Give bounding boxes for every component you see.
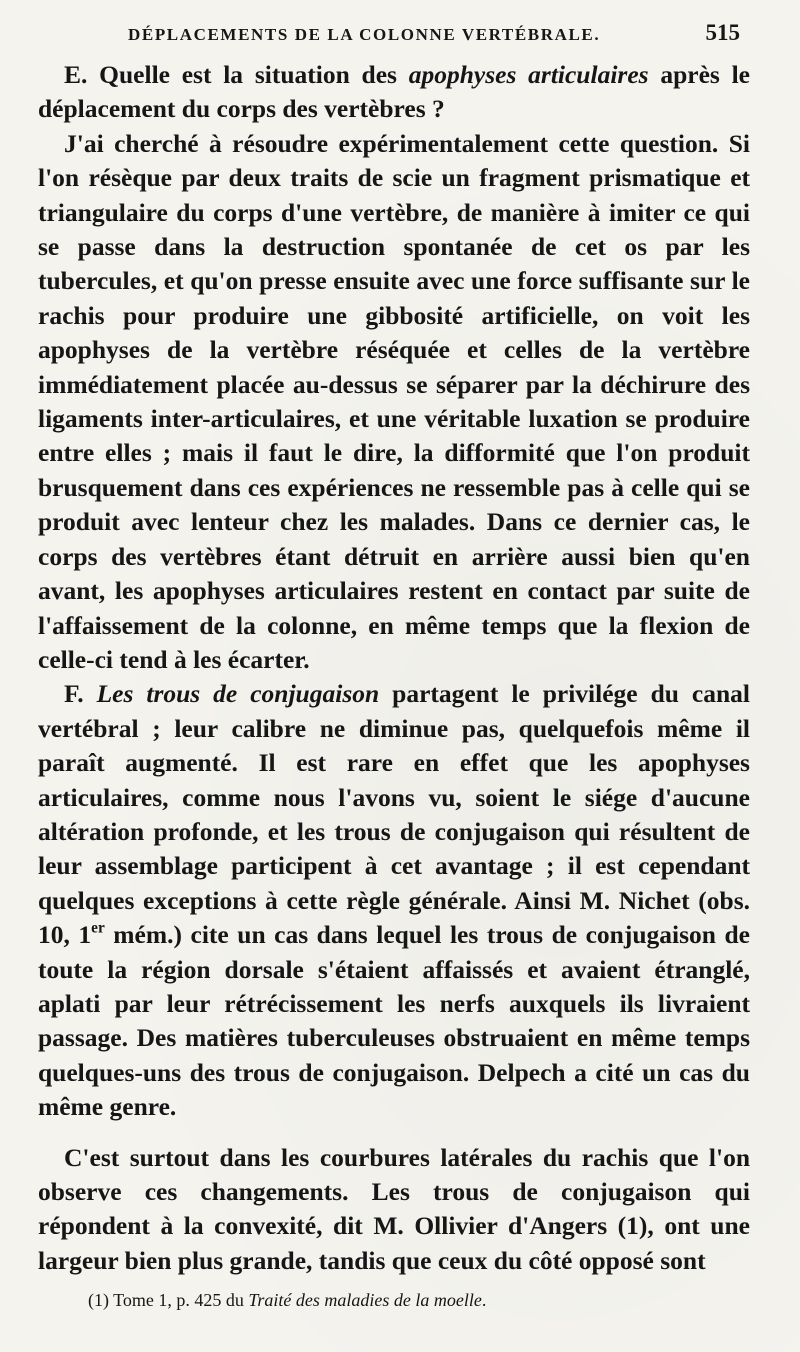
page-number: 515 bbox=[705, 20, 740, 45]
text-run: E. Quelle est la situation des bbox=[64, 60, 409, 89]
italic-text: Les trous de conjugaison bbox=[96, 679, 380, 709]
footnote bbox=[88, 1288, 748, 1312]
body-text bbox=[38, 58, 750, 1278]
text-run: après le déplacement du corps des vertèbres ? bbox=[38, 60, 750, 124]
paragraph bbox=[38, 127, 750, 678]
italic-text: Traité des maladies de la moelle bbox=[248, 1290, 482, 1310]
page-header bbox=[128, 20, 740, 56]
italic-text: apophyses articulaires bbox=[408, 60, 649, 89]
text-run: (1) Tome 1, p. 425 du bbox=[88, 1290, 249, 1310]
text-run: mém.) cite un cas dans lequel les trous de conjugaison de toute la région dorsale s'étaient affaissés et avaient étranglé, aplati par leur rétrécissement les nerfs auxquels ils livraient passage. Des matières tuberculeuses obstruaient en même temps quelques-uns des trous de conjugaison. Delpech a cité un cas du même genre. bbox=[38, 920, 751, 1122]
text-run: partagent le privilége du canal vertébral ; leur calibre ne diminue pas, quelquefois même il paraît augmenté. Il est rare en effet que les apophyses articulaires, comme nous l'avons vu, soient le siége d'aucune altération profonde, et les trous de conjugaison qui résultent de leur assemblage participent à cet avantage ; il est cependant quelques exceptions à cette règle générale. Ainsi M. Nichet (obs. 10, 1 bbox=[38, 679, 750, 950]
text-run: J'ai cherché à résoudre expérimentalement cette question. Si l'on résèque par deux traits de scie un fragment prismatique et triangulaire du corps d'une vertèbre, de manière à imiter ce qui se passe dans la destruction spontanée de cet os par les tubercules, et qu'on presse ensuite avec une force suffisante sur le rachis pour produire une gibbosité artificielle, on voit les apophyses de la vertèbre réséquée et celles de la vertèbre immédiatement placée au-dessus se séparer par la déchirure des ligaments inter-articulaires, et une véritable luxation se produire entre elles ; mais il faut le dire, la difformité que l'on produit brusquement dans ces expériences ne ressemble pas à celle qui se produit avec lenteur chez les malades. Dans ce dernier cas, le corps des vertèbres étant détruit en arrière aussi bien qu'en avant, les apophyses articulaires restent en contact par suite de l'affaissement de la colonne, en même temps que la flexion de celle-ci tend à les écarter. bbox=[38, 128, 750, 674]
paragraph bbox=[38, 1141, 750, 1279]
text-run: F. bbox=[64, 679, 97, 709]
text-run: . bbox=[481, 1290, 487, 1310]
text-run: C'est surtout dans les courbures latérales du rachis que l'on observe ces changements. Les trous de conjugaison qui répondent à la convexité, dit M. Ollivier d'Angers (1), ont une largeur bien plus grande, tandis que ceux du côté opposé sont bbox=[38, 1142, 750, 1275]
superscript-text: er bbox=[91, 919, 105, 937]
paragraph bbox=[38, 677, 750, 1124]
paragraph bbox=[38, 58, 750, 127]
running-title: DÉPLACEMENTS DE LA COLONNE VERTÉBRALE. bbox=[128, 25, 601, 44]
